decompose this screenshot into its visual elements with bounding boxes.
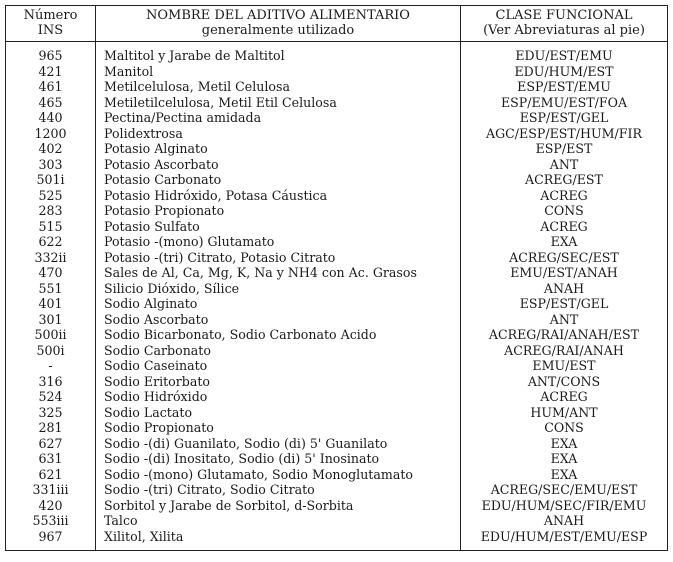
header-class-line2: (Ver Abreviaturas al pie) bbox=[483, 23, 645, 38]
functional-class-cell: ESP/EST bbox=[461, 141, 668, 157]
ins-number-cell: 303 bbox=[38, 156, 63, 172]
table-row bbox=[6, 327, 668, 343]
ins-number-cell: 965 bbox=[38, 48, 63, 63]
additive-name-cell: Sodio Caseinato bbox=[96, 358, 461, 374]
functional-class-cell: EXA bbox=[461, 234, 668, 250]
additive-name-cell: Potasio Sulfato bbox=[96, 219, 461, 235]
table-row bbox=[6, 405, 668, 421]
table-row bbox=[6, 188, 668, 204]
functional-class-cell: ACREG bbox=[461, 389, 668, 405]
functional-class-cell: CONS bbox=[461, 420, 668, 436]
additive-name-cell: Talco bbox=[96, 513, 461, 529]
table-row bbox=[6, 281, 668, 297]
table-row bbox=[6, 498, 668, 514]
additive-name-cell: Xilitol, Xilita bbox=[96, 529, 461, 551]
header-functional-class bbox=[461, 6, 668, 42]
functional-class-cell: EXA bbox=[461, 451, 668, 467]
functional-class-cell: EDU/HUM/EST/EMU/ESP bbox=[461, 529, 668, 551]
ins-number-cell: 967 bbox=[38, 528, 63, 544]
header-name-line1: NOMBRE DEL ADITIVO ALIMENTARIO bbox=[146, 8, 410, 23]
header-ins-line1: Número bbox=[23, 8, 78, 23]
table-row bbox=[6, 436, 668, 452]
ins-number-cell: 515 bbox=[38, 218, 63, 234]
table-row bbox=[6, 141, 668, 157]
table-row bbox=[6, 110, 668, 126]
ins-number-cell: 465 bbox=[38, 94, 63, 110]
ins-number-cell: 316 bbox=[38, 373, 63, 389]
additive-name-cell: Potasio Ascorbato bbox=[96, 157, 461, 173]
functional-class-cell: CONS bbox=[461, 203, 668, 219]
ins-number-cell: 331iii bbox=[32, 482, 69, 497]
additive-name-cell: Sodio Carbonato bbox=[96, 343, 461, 359]
table-row bbox=[6, 157, 668, 173]
ins-number-cell: 283 bbox=[38, 203, 63, 218]
table-row bbox=[6, 389, 668, 405]
table-row bbox=[6, 513, 668, 529]
additive-name-cell: Sodio -(di) Guanilato, Sodio (di) 5' Guanilato bbox=[96, 436, 461, 452]
functional-class-cell: ACREG/SEC/EMU/EST bbox=[461, 482, 668, 498]
functional-class-cell: ACREG bbox=[461, 188, 668, 204]
table-row bbox=[6, 234, 668, 250]
table-header bbox=[6, 6, 668, 42]
functional-class-cell: ANT bbox=[461, 312, 668, 328]
functional-class-cell: EDU/HUM/SEC/FIR/EMU bbox=[461, 498, 668, 514]
functional-class-cell: ESP/EST/GEL bbox=[461, 296, 668, 312]
ins-number-cell: 421 bbox=[38, 63, 63, 79]
functional-class-cell: ANAH bbox=[461, 513, 668, 529]
ins-number-cell: 525 bbox=[38, 187, 63, 203]
ins-number-cell: 622 bbox=[38, 234, 63, 249]
functional-class-cell: ANT/CONS bbox=[461, 374, 668, 390]
table-row bbox=[6, 64, 668, 80]
table-row bbox=[6, 358, 668, 374]
additive-name-cell: Metiletilcelulosa, Metil Etil Celulosa bbox=[96, 95, 461, 111]
header-class-line1: CLASE FUNCIONAL bbox=[495, 8, 633, 23]
table-body bbox=[6, 42, 668, 551]
functional-class-cell: EMU/EST/ANAH bbox=[461, 265, 668, 281]
functional-class-cell: AGC/ESP/EST/HUM/FIR bbox=[461, 126, 668, 142]
ins-number-cell: 332ii bbox=[34, 249, 67, 265]
functional-class-cell: ACREG bbox=[461, 219, 668, 235]
additive-name-cell: Sodio Propionato bbox=[96, 420, 461, 436]
table-row bbox=[6, 451, 668, 467]
functional-class-cell: ESP/EST/EMU bbox=[461, 79, 668, 95]
ins-number-cell: 301 bbox=[38, 311, 63, 327]
functional-class-cell: EXA bbox=[461, 436, 668, 452]
ins-number-cell: 470 bbox=[38, 265, 63, 280]
additive-name-cell: Potasio Carbonato bbox=[96, 172, 461, 188]
ins-number-cell: 402 bbox=[38, 141, 63, 156]
functional-class-cell: ESP/EMU/EST/FOA bbox=[461, 95, 668, 111]
additive-name-cell: Metilcelulosa, Metil Celulosa bbox=[96, 79, 461, 95]
additive-name-cell: Sodio -(mono) Glutamato, Sodio Monoglutamato bbox=[96, 467, 461, 483]
additive-name-cell: Sodio Bicarbonato, Sodio Carbonato Acido bbox=[96, 327, 461, 343]
ins-number-cell: 551 bbox=[38, 280, 63, 296]
additive-name-cell: Pectina/Pectina amidada bbox=[96, 110, 461, 126]
functional-class-cell: ANT bbox=[461, 157, 668, 173]
additive-name-cell: Silicio Dióxido, Sílice bbox=[96, 281, 461, 297]
functional-class-cell: ACREG/RAI/ANAH/EST bbox=[461, 327, 668, 343]
table-row bbox=[6, 250, 668, 266]
ins-number-cell: 627 bbox=[38, 435, 63, 451]
additive-name-cell: Potasio -(tri) Citrato, Potasio Citrato bbox=[96, 250, 461, 266]
additive-name-cell: Sales de Al, Ca, Mg, K, Na y NH4 con Ac. Grasos bbox=[96, 265, 461, 281]
ins-number-cell: 631 bbox=[38, 451, 63, 466]
additive-name-cell: Sodio Lactato bbox=[96, 405, 461, 421]
header-name-line2: generalmente utilizado bbox=[201, 23, 355, 38]
additive-name-cell: Sodio Alginato bbox=[96, 296, 461, 312]
additive-name-cell: Maltitol y Jarabe de Maltitol bbox=[96, 42, 461, 64]
ins-number-cell: 401 bbox=[38, 296, 63, 311]
functional-class-cell: ACREG/SEC/EST bbox=[461, 250, 668, 266]
food-additives-table bbox=[5, 5, 668, 551]
header-row bbox=[6, 6, 668, 42]
additive-name-cell: Manitol bbox=[96, 64, 461, 80]
ins-number-cell: - bbox=[48, 358, 53, 373]
table-row bbox=[6, 312, 668, 328]
functional-class-cell: ANAH bbox=[461, 281, 668, 297]
additive-name-cell: Sodio Ascorbato bbox=[96, 312, 461, 328]
table-row bbox=[6, 95, 668, 111]
additive-name-cell: Sodio Eritorbato bbox=[96, 374, 461, 390]
functional-class-cell: HUM/ANT bbox=[461, 405, 668, 421]
functional-class-cell: ESP/EST/GEL bbox=[461, 110, 668, 126]
ins-number-cell: 501i bbox=[36, 172, 65, 187]
additive-name-cell: Sodio -(tri) Citrato, Sodio Citrato bbox=[96, 482, 461, 498]
ins-number-cell: 461 bbox=[38, 79, 63, 94]
additive-name-cell: Sodio -(di) Inositato, Sodio (di) 5' Inosinato bbox=[96, 451, 461, 467]
functional-class-cell: EXA bbox=[461, 467, 668, 483]
ins-number-cell: 420 bbox=[38, 497, 63, 513]
additive-name-cell: Sorbitol y Jarabe de Sorbitol, d-Sorbita bbox=[96, 498, 461, 514]
functional-class-cell: EDU/HUM/EST bbox=[461, 64, 668, 80]
table-row bbox=[6, 42, 668, 64]
additive-name-cell: Potasio Propionato bbox=[96, 203, 461, 219]
table-row bbox=[6, 529, 668, 551]
header-additive-name bbox=[96, 6, 461, 42]
table-row bbox=[6, 374, 668, 390]
additive-name-cell: Potasio Hidróxido, Potasa Cáustica bbox=[96, 188, 461, 204]
header-ins-number bbox=[6, 6, 96, 42]
functional-class-cell: ACREG/RAI/ANAH bbox=[461, 343, 668, 359]
ins-number-cell: 281 bbox=[38, 420, 63, 435]
table-row bbox=[6, 172, 668, 188]
ins-number-cell: 325 bbox=[38, 404, 63, 420]
table-row bbox=[6, 296, 668, 312]
additive-name-cell: Potasio -(mono) Glutamato bbox=[96, 234, 461, 250]
additive-name-cell: Polidextrosa bbox=[96, 126, 461, 142]
table-row bbox=[6, 79, 668, 95]
functional-class-cell: EDU/EST/EMU bbox=[461, 42, 668, 64]
table-row bbox=[6, 343, 668, 359]
functional-class-cell: EMU/EST bbox=[461, 358, 668, 374]
ins-number-cell: 621 bbox=[38, 466, 63, 482]
table-row bbox=[6, 420, 668, 436]
ins-number-cell: 524 bbox=[38, 389, 63, 404]
additive-name-cell: Sodio Hidróxido bbox=[96, 389, 461, 405]
header-ins-line2: INS bbox=[37, 23, 64, 38]
ins-number-cell: 500i bbox=[36, 342, 65, 358]
additive-name-cell: Potasio Alginato bbox=[96, 141, 461, 157]
ins-number-cell: 440 bbox=[38, 110, 63, 125]
table-row bbox=[6, 203, 668, 219]
ins-number-cell: 1200 bbox=[34, 125, 67, 141]
table-row bbox=[6, 219, 668, 235]
table-row bbox=[6, 482, 668, 498]
table-row bbox=[6, 126, 668, 142]
ins-number-cell: 500ii bbox=[34, 327, 67, 342]
ins-number-cell: 553iii bbox=[32, 513, 69, 528]
table-row bbox=[6, 265, 668, 281]
functional-class-cell: ACREG/EST bbox=[461, 172, 668, 188]
table-row bbox=[6, 467, 668, 483]
